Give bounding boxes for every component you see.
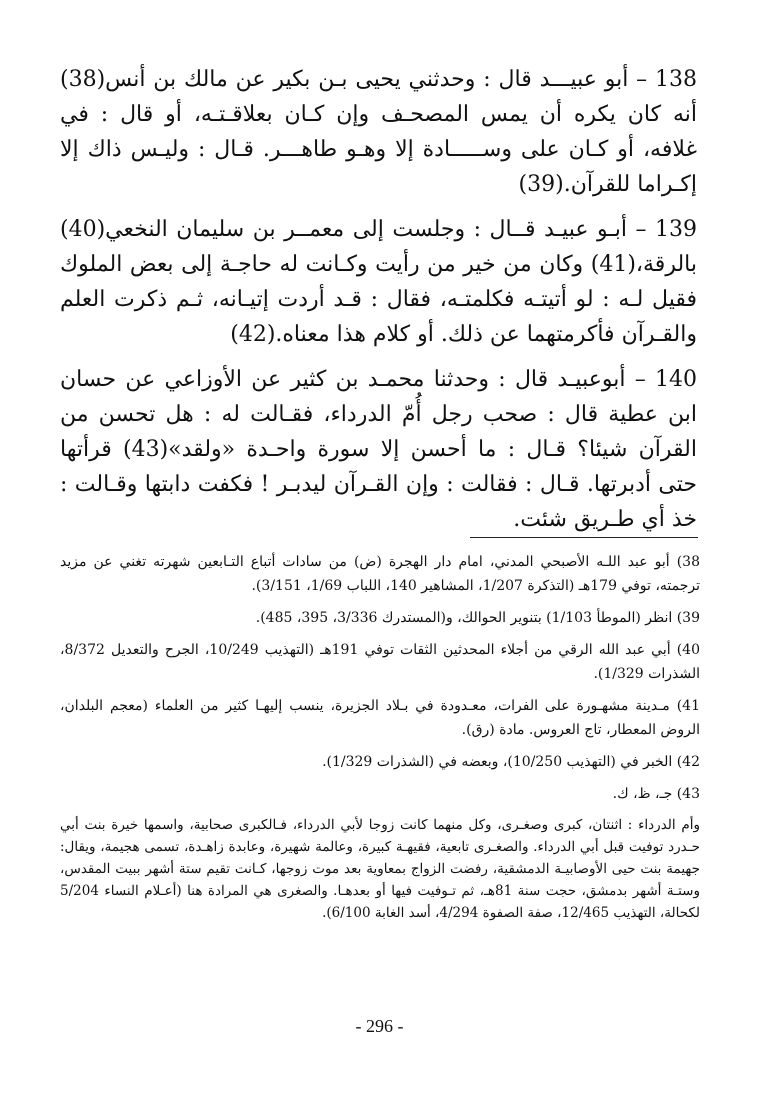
page-number: - 296 - xyxy=(355,1016,404,1036)
footnote-43: 43) جـ، ظ، ك. xyxy=(612,786,700,802)
main-text xyxy=(60,62,697,545)
paragraph-139: 139 – أبـو عبيـد قــال : وجلست إلى معمــر بن سليمان النخعي(40) بالرقة،(41) وكان من خير من رأيت وكـانت له حاجـة إلى بعض الملوك فقيل لـه : لو أتيتـه فكلمتـه، فقال : قـد أردت إتيـانه، ثـم ذكرت العلم والقـرآن فأكرمتهما عن ذلك. أو كلام هذا معناه.(42) xyxy=(60,217,697,347)
footnotes xyxy=(60,550,700,924)
footnote-43-continuation: وأم الدرداء : اثنتان، كبرى وصغـرى، وكل منهما كانت زوجا لأبي الدرداء، فـالكبرى صحابية، واسمها خيرة بنت أبي حـدرد توفيت قبل أبي الدرداء. والصغـرى تابعية، فقيهـة كبيرة، وعالمة شهيرة، وعابدة زاهـدة، تسمى هجيمة، ويقال: جهيمة بنت حيى الأوصابيـة الدمشقية، رفضت الزواج بمعاوية بعد موت زوجها، كـانت تقيم ستة أشهر ببيت المقدس، وستـة أشهر بدمشق، حجت سنة 81هـ، ثم تـوفيت فيها أو بعدهـا. والصغرى هي المرادة هنا (أعـلام النساء 5/204 لكحالة، التهذيب 12/465، صفة الصفوة 4/294، أسد الغابة 6/100). xyxy=(60,817,700,921)
footnote-41: 41) مـدينة مشهـورة على الفرات، معـدودة في بـلاد الجزيرة، ينسب إليهـا كثير من العلماء (معجم البلدان، الروض المعطار، تاج العروس. مادة (رق). xyxy=(60,698,700,738)
paragraph-138: 138 – أبو عبيـــد قال : وحدثني يحيى بـن بكير عن مالك بن أنس(38) أنه كان يكره أن يمس المصحـف وإن كـان بعلاقـتـه، أو قال : في غلافه، أو كـان على وســـــادة إلا وهـو طاهـــر. قـال : وليـس ذاك إلا إكـراما للقرآن.(39) xyxy=(60,67,697,197)
footnote-39: 39) انظر (الموطأ 1/103) بتنوير الحوالك، و(المستدرك 3/336، 395، 485). xyxy=(255,610,700,626)
footnote-40: 40) أبي عبد الله الرقي من أجلاء المحدثين الثقات توفي 191هـ (التهذيب 10/249، الجرح والتعديل 8/372، الشذرات 1/329). xyxy=(60,642,700,682)
footnote-38: 38) أبو عبد اللـه الأصبحي المدني، امام دار الهجرة (ض) من سادات أتباع التـابعين شهرته تغني عن مزيد ترجمته، توفي 179هـ (التذكرة 1/207، المشاهير 140، اللباب 1/69، 3/151). xyxy=(60,554,700,594)
paragraph-140: 140 – أبوعبيـد قال : وحدثنا محمـد بن كثير عن الأوزاعي عن حسان ابن عطية قال : صحب رجل أُمّ الدرداء، فقـالت له : هل تحسن من القرآن شيئا؟ قـال : ما أحسن إلا سورة واحـدة «ولقد»(43) قرأتها حتى أدبرتها. قـال : فقالت : وإن القـرآن ليدبـر ! فكفت دابتها وقـالت : خذ أي طـريق شئت. xyxy=(60,367,698,532)
footnote-divider xyxy=(470,537,698,538)
footnote-42: 42) الخبر في (التهذيب 10/250)، وبعضه في (الشذرات 1/329). xyxy=(322,754,700,770)
